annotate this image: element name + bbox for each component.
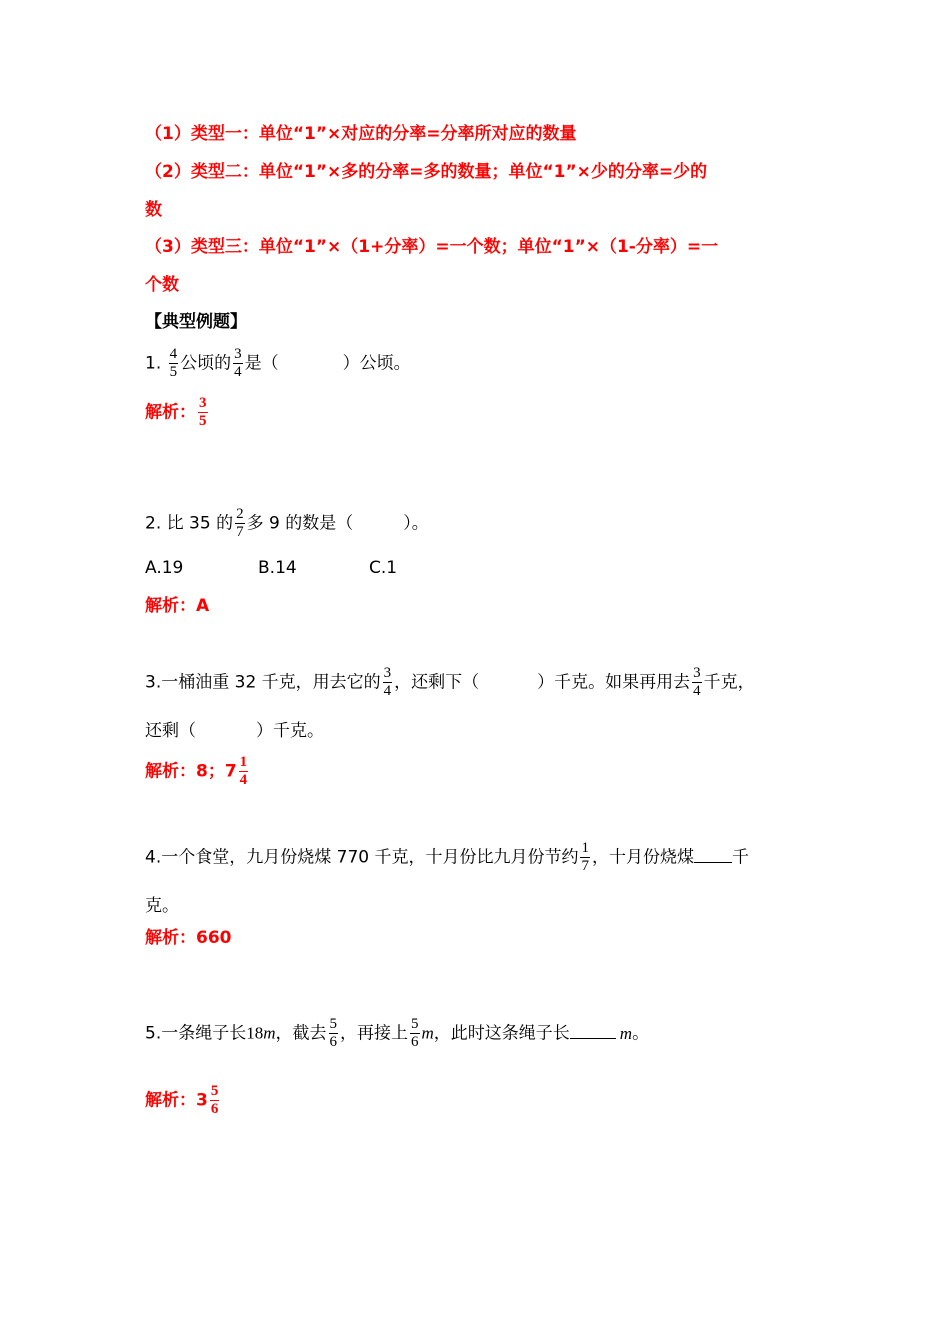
option-c: C.1 (369, 558, 398, 578)
fraction: $\frac{3}{4}$ (234, 346, 242, 380)
fraction: $\frac{5}{6}$ (210, 1083, 219, 1117)
fraction: $\frac{2}{7}$ (236, 506, 244, 540)
fraction: $\frac{5}{6}$ (411, 1016, 419, 1050)
fraction: $\frac{3}{4}$ (693, 665, 701, 699)
question-3: 3.一桶油重 32 千克，用去它的 $\frac{3}{4}$ ，还剩下（ ）千克。如果再用去 $\frac{3}{4}$ 千克， (145, 665, 755, 699)
answer-blank (694, 846, 732, 863)
fraction: $\frac{3}{4}$ (383, 665, 392, 699)
question-2: 2. 比 35 的 $\frac{2}{7}$ 多 9 的数是（ ）。 (145, 506, 429, 540)
question-3-cont: 还剩（ ）千克。 (145, 721, 324, 741)
question-4: 4.一个食堂，九月份烧煤 770 千克，十月份比九月份节约 $\frac{1}{7}$ ，十月份烧煤 千 (145, 840, 749, 874)
fraction: $\frac{3}{5}$ (199, 395, 207, 429)
type-2-cont: 数 (145, 200, 162, 220)
answer-2: 解析：A (145, 596, 210, 616)
option-a: A.19 (145, 558, 184, 578)
answer-1: 解析： $\frac{3}{5}$ (145, 395, 207, 429)
answer-5: 解析：3 $\frac{5}{6}$ (145, 1083, 219, 1117)
answer-3: 解析：8；7 $\frac{1}{4}$ (145, 754, 248, 788)
type-3: （3）类型三：单位“1”×（1+分率）=一个数；单位“1”×（1-分率）=一 (145, 237, 719, 257)
fraction: $\frac{1}{4}$ (239, 754, 248, 788)
question-5: 5.一条绳子长18m，截去 $\frac{5}{6}$ ，再接上 $\frac{5}{6}$ m，此时这条绳子长 m。 (145, 1016, 650, 1050)
answer-4: 解析：660 (145, 928, 232, 948)
question-4-cont: 克。 (145, 896, 179, 916)
question-1: 1. $\frac{4}{5}$ 公顷的 $\frac{3}{4}$ 是（ ）公顷。 (145, 346, 411, 380)
type-2: （2）类型二：单位“1”×多的分率=多的数量；单位“1”×少的分率=少的 (145, 162, 708, 182)
fraction: $\frac{5}{6}$ (329, 1016, 338, 1050)
fraction: $\frac{4}{5}$ (169, 346, 178, 380)
type-1: （1）类型一：单位“1”×对应的分率=分率所对应的数量 (145, 124, 577, 144)
option-b: B.14 (258, 558, 297, 578)
fraction: $\frac{1}{7}$ (581, 840, 589, 874)
type-3-cont: 个数 (145, 275, 179, 295)
answer-blank (570, 1022, 616, 1039)
section-title: 【典型例题】 (145, 312, 247, 332)
